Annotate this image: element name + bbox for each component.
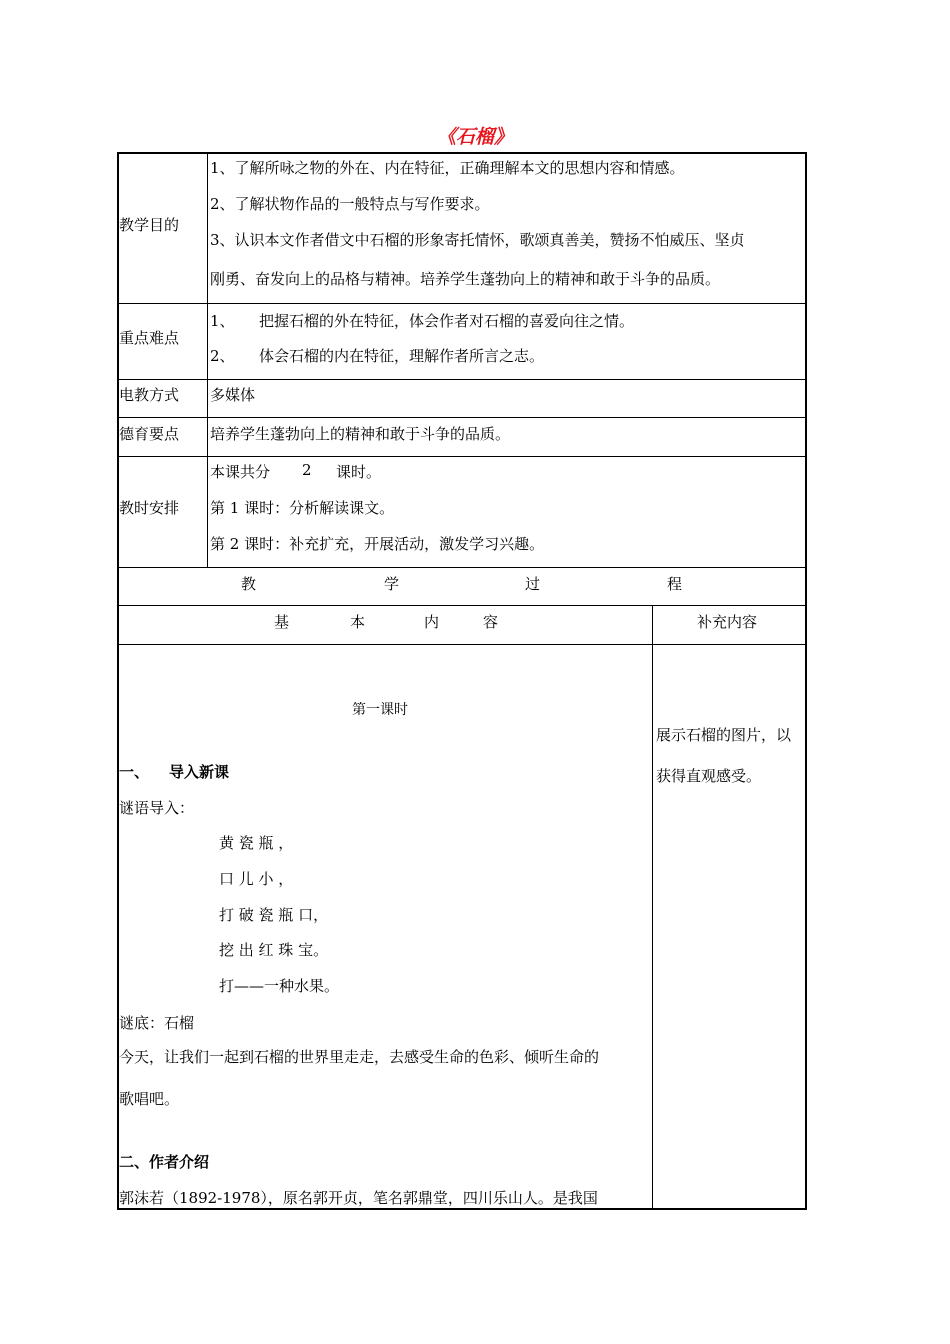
supplement-note-line: 获得直观感受。 [656,767,762,785]
key-point-text: 把握石榴的外在特征，体会作者对石榴的喜爱向往之情。 [259,312,635,330]
schedule-item: 第 1 课时：分析解读课文。 [210,499,395,517]
media-label: 电教方式 [119,386,180,404]
row-divider [119,605,805,606]
process-header-char: 过 [525,575,541,593]
supplement-header: 补充内容 [697,613,758,631]
objective-item: 1、了解所咏之物的外在、内在特征，正确理解本文的思想内容和情感。 [210,159,685,177]
supplement-column-divider [652,605,653,1208]
section-number: 一、 [119,763,150,781]
key-point-number: 2、 [210,347,235,365]
lesson-title: 第一课时 [352,702,408,718]
schedule-item: 第 2 课时：补充扩充，开展活动，激发学习兴趣。 [210,535,545,553]
moral-label: 德育要点 [119,425,180,443]
supplement-note-line: 展示石榴的图片，以 [656,726,792,744]
schedule-total-suffix: 课时。 [336,463,382,481]
objective-item: 2、了解状物作品的一般特点与写作要求。 [210,195,490,213]
riddle-line: 黄 瓷 瓶 ， [219,834,294,852]
content-header-char: 内 [424,613,440,631]
objective-item: 刚勇、奋发向上的品格与精神。培养学生蓬勃向上的精神和敢于斗争的品质。 [210,270,721,288]
objective-item: 3、认识本文作者借文中石榴的形象寄托情怀，歌颂真善美，赞扬不怕威压、坚贞 [210,231,745,249]
row-divider [119,417,805,418]
objectives-label: 教学目的 [119,216,180,234]
process-header-char: 程 [667,575,683,593]
riddle-line: 口 儿 小 ， [219,870,294,888]
riddle-line: 挖 出 红 珠 宝。 [219,941,329,959]
label-column-divider [207,154,208,567]
schedule-total-prefix: 本课共分 [210,463,271,481]
schedule-label: 教时安排 [119,499,180,517]
section-heading: 导入新课 [169,763,230,781]
paragraph-line: 今天，让我们一起到石榴的世界里走走，去感受生命的色彩、倾听生命的 [119,1048,600,1066]
process-header-char: 学 [384,575,400,593]
key-point-number: 1、 [210,312,235,330]
row-divider [119,644,805,645]
content-header-char: 容 [483,613,499,631]
content-header-char: 基 [274,613,290,631]
section-heading: 二、作者介绍 [119,1153,210,1171]
schedule-total-number: 2 [302,461,312,479]
key-point-text: 体会石榴的内在特征，理解作者所言之志。 [259,347,545,365]
riddle-line: 打——一种水果。 [219,977,340,995]
key-points-label: 重点难点 [119,329,180,347]
row-divider [119,567,805,568]
process-header-char: 教 [241,575,257,593]
riddle-intro: 谜语导入： [119,799,195,817]
row-divider [119,456,805,457]
media-value: 多媒体 [210,386,256,404]
riddle-line: 打 破 瓷 瓶 口， [219,906,329,924]
row-divider [119,379,805,380]
paragraph-line: 歌唱吧。 [119,1090,180,1108]
row-divider [119,303,805,304]
moral-value: 培养学生蓬勃向上的精神和敢于斗争的品质。 [210,425,511,443]
author-intro-line: 郭沫若（1892-1978），原名郭开贞，笔名郭鼎堂，四川乐山人。是我国 [119,1189,598,1207]
riddle-answer: 谜底：石榴 [119,1014,195,1032]
document-title: 《石榴》 [436,126,513,148]
content-header-char: 本 [350,613,366,631]
